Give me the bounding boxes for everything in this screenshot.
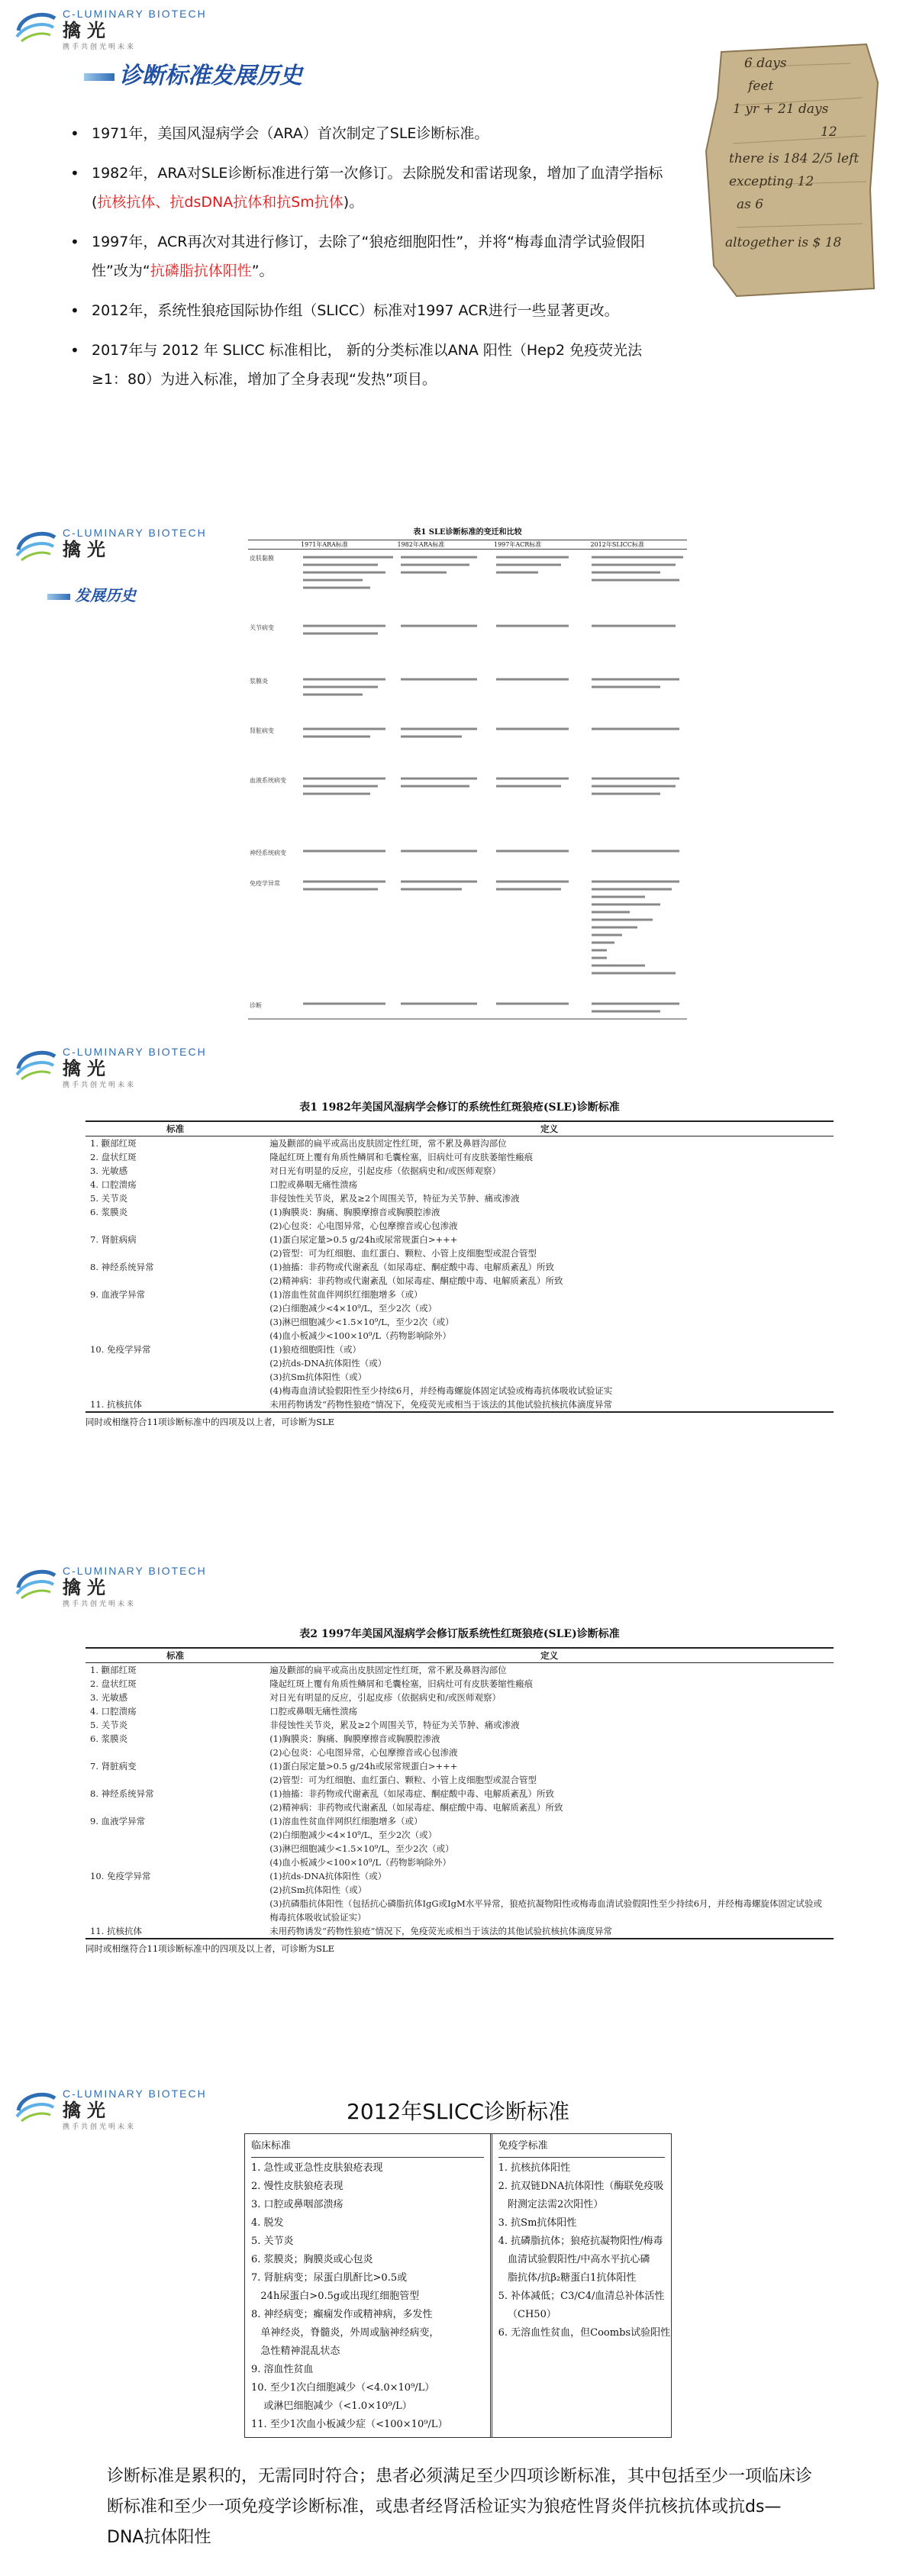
list-item: 附测定法需2次阳性） [498,2199,604,2210]
criterion-name [85,1370,265,1384]
list-item: 单神经炎，脊髓炎，外周或脑神经病变， [251,2327,440,2339]
table-row [85,1315,834,1329]
criterion-definition: (1)狼疮细胞阳性（或） [269,1344,361,1355]
criterion-name: 2. 盘状红斑 [90,1152,137,1162]
table-1997 [85,1626,834,1955]
brand-logo [14,1565,207,1608]
criterion-definition: (1)抽搐：非药物或代谢紊乱（如尿毒症、酮症酸中毒、电解质紊乱）所致 [269,1262,554,1272]
criterion-name: 6. 浆膜炎 [90,1733,128,1744]
list-item: 5. 补体减低；C3/C4/血清总补体活性 [498,2291,665,2302]
criterion-name [85,1219,265,1233]
note-line: 12 [821,124,837,140]
table-row [85,1869,834,1883]
brand-cn: 擒光 [63,539,111,560]
list-item: 6. 无溶血性贫血，但Coombs试验阳性 [498,2327,671,2339]
criterion-definition: 对日光有明显的反应，引起皮疹（依据病史和/或医师观察） [269,1692,502,1703]
criterion-definition: 非侵蚀性关节炎，累及≥2个周围关节，特征为关节肿、痛或渗液 [269,1720,520,1730]
criterion-definition: (3)淋巴细胞减少<1.5×10⁹/L，至少2次（或） [269,1317,454,1327]
svg-text:免疫学异常: 免疫学异常 [250,880,280,887]
criterion-definition: (2)抗ds-DNA抗体阳性（或） [269,1358,387,1369]
criterion-definition: (1)溶血性贫血伴网织红细胞增多（或） [269,1289,423,1300]
table-row [85,1718,834,1732]
criterion-name [85,1315,265,1329]
criterion-name [85,1773,265,1787]
table-row [85,1814,834,1828]
criterion-definition: 未用药物诱发“药物性狼疮”情况下，免疫荧光或相当于该法的其他试验抗核抗体滴度异常 [265,1398,834,1412]
brand-cn: 擒光 [63,1577,111,1598]
note-line: there is 184 2/5 left [729,151,860,166]
list-item: • 1971年，美国风湿病学会（ARA）首次制定了SLE诊断标准。 [70,119,666,148]
list-item: 8. 神经病变；癫痫发作或精神病，多发性 [251,2309,433,2320]
col-head-definition: 定义 [265,1648,834,1663]
criterion-definition: (2)管型：可为红细胞、血红蛋白、颗粒、小管上皮细胞型或混合管型 [269,1775,537,1785]
criterion-name [85,1855,265,1869]
brand-en: C-LUMINARY BIOTECH [63,1565,207,1577]
table-row [85,1855,834,1869]
criterion-name [85,1301,265,1315]
table-row [85,1746,834,1759]
criterion-name: 8. 神经系统异常 [90,1262,154,1272]
brand-en: C-LUMINARY BIOTECH [63,8,207,20]
table-caption: 表1 SLE诊断标准的变迁和比较 [413,528,522,537]
list-item: • 1982年，ARA对SLE诊断标准进行第一次修订。去除脱发和雷诺现象，增加了血清学指标(抗核抗体、抗dsDNA抗体和抗Sm抗体)。 [70,159,666,217]
summary-text: 诊断标准是累积的，无需同时符合；患者必须满足至少四项诊断标准，其中包括至少一项临床诊断标准和至少一项免疫学诊断标准，或患者经肾活检证实为狼疮性肾炎伴抗核抗体或抗ds—DNA抗体阳性 [107,2467,813,2547]
table-header: 1971年ARA标准 1982年ARA标准 1997年ACR标准 2012年SLICC标准 [248,540,687,550]
criterion-name: 5. 关节炎 [90,1720,128,1730]
criterion-definition: (2)白细胞减少<4×10⁹/L，至少2次（或） [269,1830,437,1840]
note-line: altogether is $ 18 [725,235,842,250]
table-row [85,1677,834,1691]
svg-text:神经系统病变: 神经系统病变 [250,850,286,856]
criterion-name: 4. 口腔溃疡 [90,1179,137,1190]
criteria-comparison-table [248,525,687,1029]
criterion-definition: (1)胸膜炎：胸痛、胸膜摩擦音或胸膜腔渗液 [269,1733,440,1744]
slicc-title: 2012年SLICC诊断标准 [347,2099,569,2124]
criterion-definition: (4)血小板减少<100×10⁹/L（药物影响除外） [269,1330,451,1341]
criterion-definition: (1)胸膜炎：胸痛、胸膜摩擦音或胸膜腔渗液 [269,1207,440,1217]
list-item: 3. 抗Sm抗体阳性 [498,2217,577,2229]
table-title: 表1 1982年美国风湿病学会修订的系统性红斑狼疮(SLE)诊断标准 [299,1101,620,1114]
brand-swirl-icon [14,1565,58,1600]
criterion-name: 6. 浆膜炎 [90,1207,128,1217]
criterion-name: 7. 肾脏病病 [90,1234,137,1245]
table-row [85,1178,834,1191]
brand-swirl-icon [14,527,58,562]
criterion-definition: (1)溶血性贫血伴网织红细胞增多（或） [269,1816,423,1826]
criterion-name [85,1801,265,1814]
criterion-name [85,1842,265,1855]
old-note-photo [691,37,885,300]
criterion-name: 4. 口腔溃疡 [90,1706,137,1717]
note-line: 6 days [744,56,787,71]
brand-sub: 携手共创光明未来 [63,2123,137,2131]
note-line: excepting 12 [729,174,814,189]
table-row [85,1164,834,1178]
criterion-definition: 对日光有明显的反应，引起皮疹（依据病史和/或医师观察） [269,1165,502,1176]
criterion-name: 9. 血液学异常 [90,1816,146,1826]
brand-cn: 擒光 [63,1058,111,1079]
table-row [85,1663,834,1678]
table-row [85,1246,834,1260]
criterion-name [85,1329,265,1343]
brand-cn: 擒光 [63,2100,111,2121]
table-row [85,1260,834,1274]
note-line: feet [748,79,774,94]
table-note: 同时或相继符合11项诊断标准中的四项及以上者，可诊断为SLE [85,1943,335,1954]
brand-swirl-icon [14,2088,58,2123]
criterion-name [85,1883,265,1897]
criteria-table [85,1647,834,1939]
table-row [85,1883,834,1897]
list-item: 4. 抗磷脂抗体；狼疮抗凝物阳性/梅毒 [498,2236,663,2247]
criterion-definition: 隆起红斑上覆有角质性鳞屑和毛囊栓塞，旧病灶可有皮肤萎缩性瘢痕 [269,1152,534,1162]
criterion-definition: (2)管型：可为红细胞、血红蛋白、颗粒、小管上皮细胞型或混合管型 [269,1248,537,1259]
criterion-name: 10. 免疫学异常 [90,1344,151,1355]
svg-text:浆膜炎: 浆膜炎 [250,678,268,685]
table-row [85,1191,834,1205]
table-row [85,1343,834,1356]
slicc-table [244,2133,672,2438]
col-head-standard: 标准 [85,1648,265,1663]
list-item: 1. 急性或亚急性皮肤狼疮表现 [251,2162,383,2174]
criterion-name [85,1246,265,1260]
table-row [85,1773,834,1787]
table-row [85,1897,834,1924]
table-row [85,1691,834,1704]
list-item: 9. 溶血性贫血 [251,2364,314,2375]
svg-text:肾脏病变: 肾脏病变 [250,727,274,734]
brand-swirl-icon [14,1046,58,1081]
table-row [85,1205,834,1219]
brand-en: C-LUMINARY BIOTECH [63,2088,207,2100]
criterion-definition: 口腔或鼻咽无痛性溃疡 [269,1706,358,1717]
page-title: 诊断标准发展历史 [84,56,302,90]
list-item: 11. 至少1次血小板减少症（<100×10⁹/L） [251,2419,448,2430]
svg-text:诊断: 诊断 [250,1002,262,1009]
criterion-name [85,1897,265,1924]
criterion-name: 5. 关节炎 [90,1193,128,1204]
criterion-name [85,1384,265,1398]
criterion-definition: (3)淋巴细胞减少<1.5×10⁹/L，至少2次（或） [269,1843,454,1854]
list-item: 2. 慢性皮肤狼疮表现 [251,2181,344,2192]
criterion-name [85,1356,265,1370]
criterion-definition: (2)精神病：非药物或代谢紊乱（如尿毒症、酮症酸中毒、电解质紊乱）所致 [269,1275,563,1286]
criterion-name [85,1746,265,1759]
table-row [85,1233,834,1246]
table-title: 表2 1997年美国风湿病学会修订版系统性红斑狼疮(SLE)诊断标准 [299,1628,620,1640]
brand-en: C-LUMINARY BIOTECH [63,527,207,539]
table-row [85,1288,834,1301]
table-row [85,1704,834,1718]
col-head-definition: 定义 [265,1121,834,1136]
criterion-name: 1. 颧部红斑 [90,1138,137,1149]
criterion-definition: (4)梅毒血清试验假阳性至少持续6月，并经梅毒螺旋体固定试验或梅毒抗体吸收试验证实 [269,1385,613,1396]
criterion-definition: (3)抗Sm抗体阳性（或） [269,1372,367,1382]
paper-scrap-image [691,37,885,300]
list-item: 1. 抗核抗体阳性 [498,2162,571,2174]
list-item: 10. 至少1次白细胞减少（<4.0×10⁹/L） [251,2382,435,2394]
brand-logo [14,527,207,562]
table-row [85,1136,834,1151]
criterion-definition: (1)抽搐：非药物或代谢紊乱（如尿毒症、酮症酸中毒、电解质紊乱）所致 [269,1788,554,1799]
table-row [85,1842,834,1855]
criterion-definition: (2)精神病：非药物或代谢紊乱（如尿毒症、酮症酸中毒、电解质紊乱）所致 [269,1802,563,1813]
clinical-column [245,2134,492,2437]
list-item: 急性精神混乱状态 [251,2345,340,2357]
table-row [85,1329,834,1343]
criterion-name: 3. 光敏感 [90,1692,128,1703]
criterion-definition: (2)心包炎：心电图异常，心包摩擦音或心包渗液 [269,1747,458,1758]
criterion-definition: 非侵蚀性关节炎，累及≥2个周围关节，特征为关节肿、痛或渗液 [269,1193,520,1204]
table-row [85,1787,834,1801]
brand-logo [14,8,207,51]
table-row [85,1274,834,1288]
list-item: 3. 口腔或鼻咽部溃疡 [251,2199,344,2210]
list-item: • 2017年与 2012 年 SLICC 标准相比， 新的分类标准以ANA 阳性（Hep2 免疫荧光法≥1：80）为进入标准，增加了全身表现“发热”项目。 [70,336,666,394]
criterion-definition: 口腔或鼻咽无痛性溃疡 [269,1179,358,1190]
criterion-name: 11. 抗核抗体 [85,1924,265,1939]
criterion-definition: (2)白细胞减少<4×10⁹/L，至少2次（或） [269,1303,437,1314]
criterion-definition: (4)血小板减少<100×10⁹/L（药物影响除外） [269,1857,451,1868]
svg-text:血液系统病变: 血液系统病变 [250,777,286,784]
col-head-standard: 标准 [85,1121,265,1136]
table-row [85,1732,834,1746]
criterion-definition: 隆起红斑上覆有角质性鳞屑和毛囊栓塞，旧病灶可有皮肤萎缩性瘢痕 [269,1678,534,1689]
list-item: • 1997年，ACR再次对其进行修订，去除了“狼疮细胞阳性”，并将“梅毒血清学试验假阳性”改为“抗磷脂抗体阳性”。 [70,227,666,285]
criterion-definition: (1)蛋白尿定量>0.5 g/24h或尿常规蛋白>+++ [269,1234,458,1245]
criterion-definition: (2)心包炎：心电图异常，心包摩擦音或心包渗液 [269,1220,458,1231]
note-line: as 6 [737,197,764,212]
table-row [85,1801,834,1814]
table-row [85,1301,834,1315]
brand-logo [14,2088,207,2131]
criteria-table [85,1120,834,1413]
history-bullets [70,119,666,405]
note-line: 1 yr + 21 days [733,102,829,117]
list-item: 24h尿蛋白>0.5g或出现红细胞管型 [251,2291,420,2302]
table-row [85,1384,834,1398]
list-item: （CH50） [498,2309,556,2320]
brand-cn: 擒光 [63,20,111,41]
criterion-definition: 遍及颧部的扁平或高出皮肤固定性红斑，常不累及鼻唇沟部位 [269,1138,507,1149]
table-body [248,550,687,1023]
section-title: 发展历史 [47,583,136,605]
title-bar-icon [47,594,70,600]
clinical-head: 临床标准 [251,2137,484,2158]
list-item: 2. 抗双链DNA抗体阳性（酶联免疫吸 [498,2181,664,2192]
criterion-name: 9. 血液学异常 [90,1289,146,1300]
list-item: 血清试验假阳性/中高水平抗心磷 [498,2254,650,2265]
list-item: 4. 脱发 [251,2217,284,2229]
criterion-definition: (2)抗Sm抗体阳性（或） [269,1884,367,1895]
criterion-definition: (3)抗磷脂抗体阳性（包括抗心磷脂抗体IgG或IgM水平异常，狼疮抗凝物阳性或梅毒血清试验假阳性至少持续6月，并经梅毒螺旋体固定试验或梅毒抗体吸收试验证实） [269,1898,823,1923]
table-row [85,1398,834,1412]
table-1982 [85,1099,834,1428]
criterion-definition: 未用药物诱发“药物性狼疮”情况下，免疫荧光或相当于该法的其他试验抗核抗体滴度异常 [265,1924,834,1939]
table-row [85,1828,834,1842]
criterion-name: 2. 盘状红斑 [90,1678,137,1689]
table-row [85,1219,834,1233]
criterion-name: 7. 肾脏病变 [90,1761,137,1772]
brand-swirl-icon [14,8,58,43]
criterion-name: 8. 神经系统异常 [90,1788,154,1799]
criterion-definition: (1)蛋白尿定量>0.5 g/24h或尿常规蛋白>+++ [269,1761,458,1772]
brand-sub: 携手共创光明未来 [63,1601,137,1608]
criterion-name [85,1274,265,1288]
immuno-head: 免疫学标准 [498,2137,665,2158]
immuno-column [492,2134,671,2437]
criterion-definition: (1)抗ds-DNA抗体阳性（或） [269,1871,387,1881]
title-bar-icon [84,73,114,81]
criterion-name: 11. 抗核抗体 [85,1398,265,1412]
criterion-name [85,1828,265,1842]
brand-en: C-LUMINARY BIOTECH [63,1046,207,1058]
criterion-name: 1. 颧部红斑 [90,1665,137,1675]
list-item: 脂抗体/抗β₂糖蛋白1抗体阳性 [498,2272,637,2284]
brand-sub: 携手共创光明未来 [63,44,137,51]
brand-logo [14,1046,207,1089]
svg-text:皮肤黏膜: 皮肤黏膜 [250,555,274,562]
list-item: 6. 浆膜炎；胸膜炎或心包炎 [251,2254,373,2265]
list-item: 7. 肾脏病变；尿蛋白肌酐比>0.5或 [251,2272,408,2284]
table-row [85,1370,834,1384]
svg-text:关节病变: 关节病变 [250,624,274,631]
table-row [85,1759,834,1773]
table-note: 同时或相继符合11项诊断标准中的四项及以上者，可诊断为SLE [85,1417,335,1427]
table-row [85,1150,834,1164]
list-item: 或淋巴细胞减少（<1.0×10⁹/L） [251,2400,412,2412]
brand-sub: 携手共创光明未来 [63,1082,137,1089]
criterion-name: 3. 光敏感 [90,1165,128,1176]
list-item: • 2012年，系统性狼疮国际协作组（SLICC）标准对1997 ACR进行一些显著更改。 [70,296,666,325]
table-row [85,1924,834,1939]
list-item: 5. 关节炎 [251,2236,294,2247]
criterion-definition: 遍及颧部的扁平或高出皮肤固定性红斑，常不累及鼻唇沟部位 [269,1665,507,1675]
criterion-name: 10. 免疫学异常 [90,1871,151,1881]
table-row [85,1356,834,1370]
